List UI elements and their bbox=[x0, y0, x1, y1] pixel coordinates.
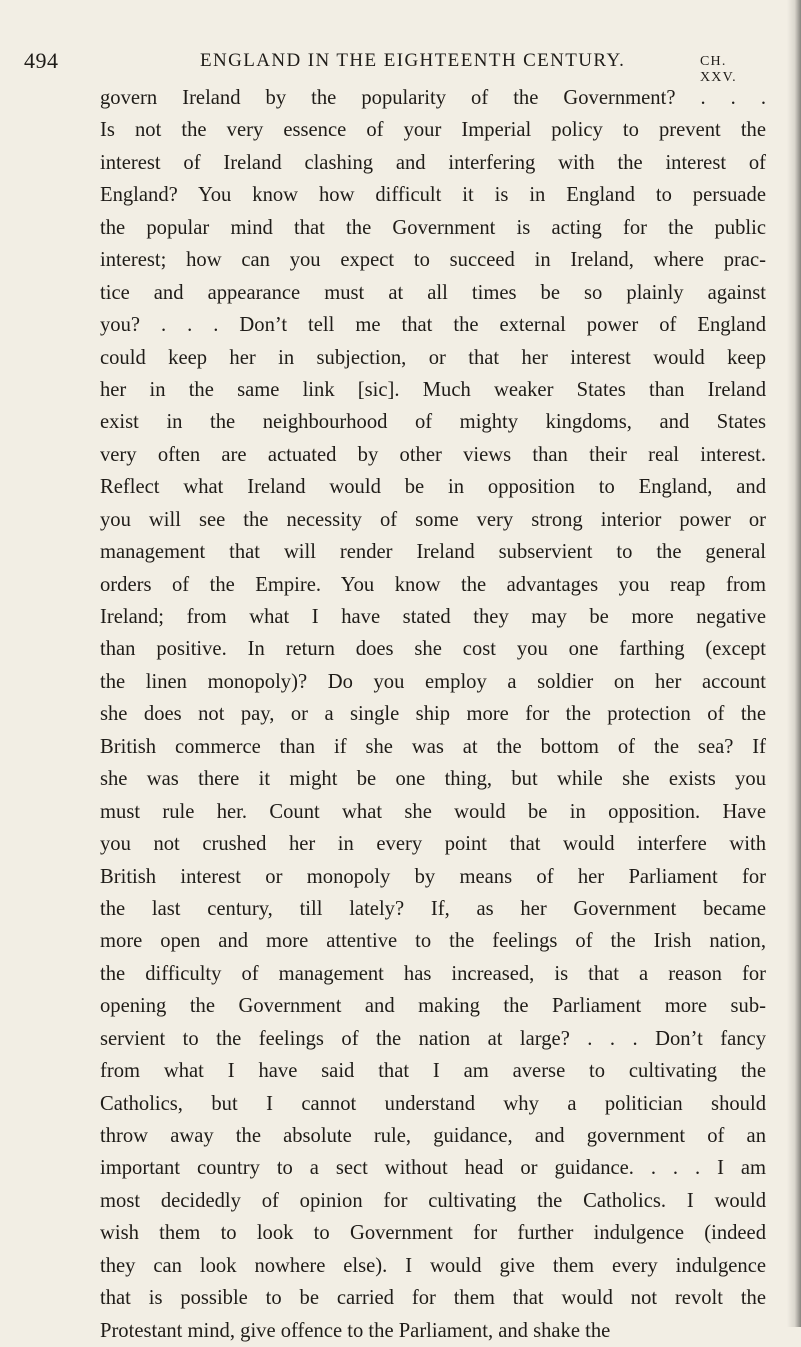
text-line: exist in the neighbourhood of mighty kingdoms, and States bbox=[100, 411, 766, 434]
text-line: British commerce than if she was at the bottom of the sea? If bbox=[100, 735, 766, 758]
chapter-label: CH. XXV. bbox=[700, 54, 737, 85]
text-line: opening the Government and making the Parliament more sub- bbox=[100, 995, 766, 1018]
text-line: throw away the absolute rule, guidance, and government of an bbox=[100, 1125, 766, 1147]
text-line: the popular mind that the Government is acting for the public bbox=[100, 216, 766, 239]
text-line: more open and more attentive to the feelings of the Irish nation, bbox=[100, 930, 766, 953]
page-number: 494 bbox=[24, 48, 59, 73]
text-line: interest of Ireland clashing and interfering with the interest of bbox=[100, 151, 766, 174]
text-line: Catholics, but I cannot understand why a politician should bbox=[100, 1092, 766, 1115]
text-line: management that will render Ireland subservient to the general bbox=[100, 541, 766, 564]
text-line: Ireland; from what I have stated they may be more negative bbox=[100, 606, 766, 628]
text-line: she was there it might be one thing, but while she exists you bbox=[100, 768, 766, 791]
text-line: you will see the necessity of some very strong interior power or bbox=[100, 508, 766, 531]
text-line: could keep her in subjection, or that her interest would keep bbox=[100, 346, 766, 369]
text-line: her in the same link [sic]. Much weaker States than Ireland bbox=[100, 378, 766, 401]
text-line: the linen monopoly)? Do you employ a soldier on her account bbox=[100, 670, 766, 693]
text-line: tice and appearance must at all times be so plainly against bbox=[100, 281, 766, 304]
text-line: you? . . . Don’t tell me that the external power of England bbox=[100, 314, 766, 337]
text-line: that is possible to be carried for them that would not revolt the bbox=[100, 1287, 766, 1310]
text-line: most decidedly of opinion for cultivating the Catholics. I would bbox=[100, 1189, 766, 1212]
running-title: ENGLAND IN THE EIGHTEENTH CENTURY. bbox=[200, 50, 626, 71]
text-line: Is not the very essence of your Imperial policy to prevent the bbox=[100, 119, 766, 142]
text-line: Reflect what Ireland would be in opposition to England, and bbox=[100, 476, 766, 499]
text-line: must rule her. Count what she would be in opposition. Have bbox=[100, 800, 766, 823]
page-edge-shadow bbox=[787, 0, 801, 1327]
text-line: interest; how can you expect to succeed in Ireland, where prac- bbox=[100, 249, 766, 272]
text-line: they can look nowhere else). I would give them every indulgence bbox=[100, 1254, 766, 1277]
text-line: wish them to look to Government for further indulgence (indeed bbox=[100, 1222, 766, 1245]
text-line: Protestant mind, give offence to the Parliament, and shake the bbox=[100, 1319, 611, 1342]
text-line: the last century, till lately? If, as her Government became bbox=[100, 897, 766, 920]
text-line: than positive. In return does she cost you one farthing (except bbox=[100, 638, 766, 661]
text-line: very often are actuated by other views than their real interest. bbox=[100, 443, 766, 466]
running-header bbox=[24, 48, 764, 85]
text-line: orders of the Empire. You know the advantages you reap from bbox=[100, 573, 766, 596]
text-line: servient to the feelings of the nation at large? . . . Don’t fancy bbox=[100, 1027, 766, 1050]
text-line: govern Ireland by the popularity of the Government? . . . bbox=[100, 87, 766, 109]
text-line: she does not pay, or a single ship more for the protection of the bbox=[100, 703, 766, 726]
text-line: British interest or monopoly by means of her Parliament for bbox=[100, 865, 766, 888]
body-text bbox=[100, 82, 766, 1347]
text-line: you not crushed her in every point that would interfere with bbox=[100, 833, 766, 856]
text-line: the difficulty of management has increased, is that a reason for bbox=[100, 962, 766, 985]
text-line: England? You know how difficult it is in England to persuade bbox=[100, 184, 766, 207]
text-line: important country to a sect without head or guidance. . . . I am bbox=[100, 1157, 766, 1180]
text-line: from what I have said that I am averse to cultivating the bbox=[100, 1060, 766, 1083]
